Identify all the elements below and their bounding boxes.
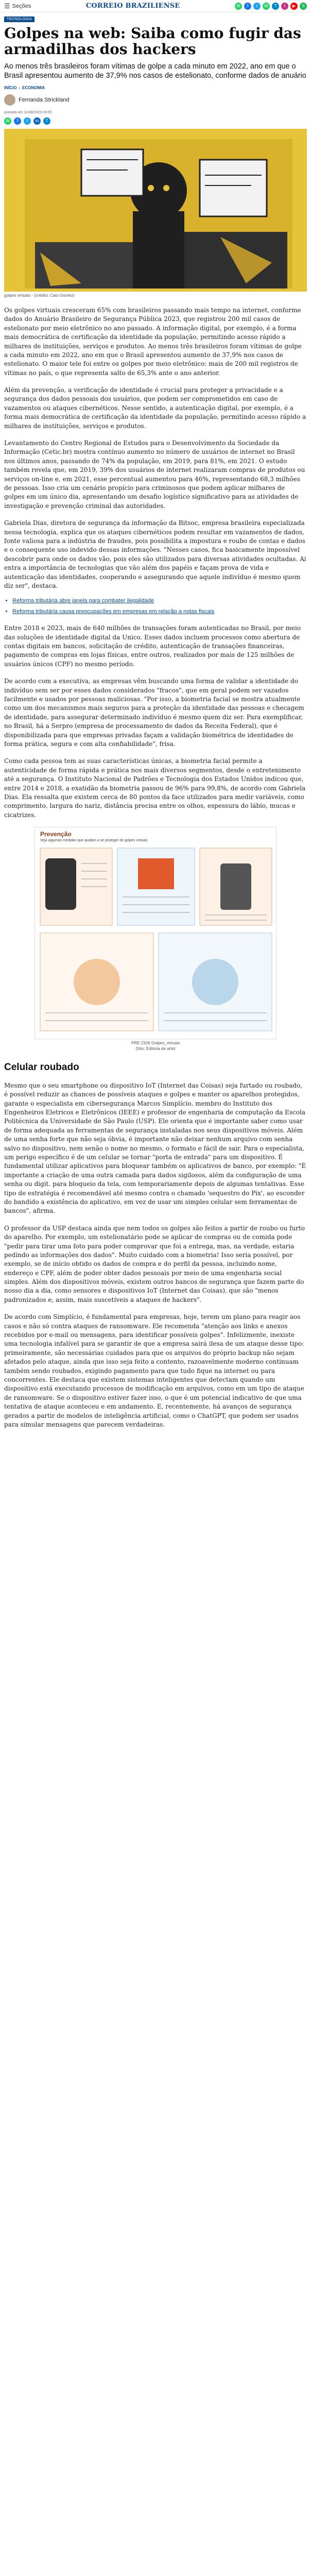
facebook-icon[interactable]: f xyxy=(14,117,21,125)
paragraph: De acordo com a executiva, as empresas vêm buscando uma forma de validar a identidade do indivíduo sem ser por esses dados considerados "fracos", que em geral podem ser vazados facilmente e usados por pessoas maliciosas. "Por isso, a biometria facial se mostra atualmente como um dos mecanismos mais seguros para a proteção da identidade das pessoas e checagem de identidade, para assegurar determinado indivíduo é mesmo quem diz ser. Para exemplificar, no Brasil, há a Serpro (empresa de processamento de dados da Receita Federal), que é disponibilizada para que empresas privadas façam a validação biométrica de identidades de forma prática, segura e com alta confiabilidade", frisa. xyxy=(4,677,304,748)
site-logo[interactable]: CORREIO BRAZILIENSE xyxy=(85,2,180,10)
hero-illustration xyxy=(4,129,307,292)
infographic-subtitle: Veja algumas medidas que ajudam a se proteger de golpes virtuais xyxy=(40,839,148,843)
body-part-3 xyxy=(4,1081,307,1429)
paragraph: Além da prevenção, a verificação de identidade é crucial para proteger a privacidade e a segurança dos dados pessoais dos usuários, que podem ser comprometidos em caso de vazamentos ou ataques cibernéticos. Nesse sentido, a autenticação digital, por exemplo, é a forma mais democrática de certificação da identidade da população, permitindo acesso rápido a milhares de instituições, serviços e produtos. xyxy=(4,386,306,430)
paragraph: Entre 2018 e 2023, mais de 640 milhões de transações foram autenticadas no Brasil, por meio das soluções de identidade digital da Unico. Esses dados incluem processos como abertura de contas digitais em bancos, solicitação de crédito, autenticação de transações financeiras, pagamento de compras em lojas físicas, entre outros, realizados por mais de 125 milhões de usuários únicos (CPF) no mesmo período. xyxy=(4,624,301,668)
top-bar xyxy=(0,0,311,12)
breadcrumb-section[interactable]: ECONOMIA xyxy=(22,85,45,90)
share-buttons xyxy=(4,117,307,125)
whatsapp-icon[interactable]: W xyxy=(235,3,242,10)
paragraph: Como cada pessoa tem as suas características únicas, a biometria facial permite a autenticidade de forma rápida e prática nos mais diversos segmentos, desde o entretenimento até a segurança. O Instituto Nacional de Padrões e Tecnologia dos Estados Unidos indicou que, entre 2014 e 2018, a exatidão da biometria passou de 96% para 99,8%, de acordo com Gabriela Dias. Ela ressalta que existem cerca de 80 pontos da face utilizados para medir variáveis, como comprimento, largura do nariz, distância precisa entre os olhos, espessura do lábio, mucas e cicatrizes. xyxy=(4,757,306,819)
category-tag[interactable]: TECNOLOGIA xyxy=(4,16,34,22)
infographic-graphic xyxy=(35,827,277,1039)
hero-caption: golpes virtuais - (crédito: Caio Gomez) xyxy=(4,293,75,298)
article-title: Golpes na web: Saiba como fugir das armadilhas dos hackers xyxy=(4,25,301,58)
spotify-icon[interactable]: S xyxy=(300,3,307,10)
publish-date: postado em 11/08/2023 03:55 xyxy=(4,110,52,114)
breadcrumb xyxy=(4,86,307,90)
breadcrumb-separator: › xyxy=(19,85,21,90)
infographic-caption-title: PRE-2106 Golpes_virtuais xyxy=(131,1041,180,1046)
related-links xyxy=(4,597,307,616)
twitter-icon[interactable]: t xyxy=(253,3,261,10)
youtube-icon[interactable]: ▶ xyxy=(290,3,298,10)
linkedin-icon[interactable]: in xyxy=(33,117,41,125)
author-avatar[interactable] xyxy=(4,94,15,106)
related-link-anchor[interactable]: Reforma tributária causa preocupações em empresas em relação a notas fiscais xyxy=(12,608,215,615)
related-link[interactable] xyxy=(12,607,307,616)
infographic-caption xyxy=(4,1041,307,1052)
paragraph: Os golpes virtuais cresceram 65% com brasileiros passando mais tempo na internet, conforme dados do Anuário Brasileiro de Segurança Pública 2023, que registrou 200 mil casos de estelionato por meio eletrônico no ano passado. A informação digital, por exemplo, é a forma mais democrática de certificação da identidade da população, permitindo acesso rápido a milhares de instituições, serviços e produtos. Ao menos três brasileiros foram vítimas de golpe a cada minuto em 2022, ano em que o Brasil apresentou aumento de 37,9% nos casos de estelionato. O maior tele foi entre os golpes por meio eletrônico: mais de 200 mil registros de vítimas no país, o que representa salto de 65,3% ante o ano anterior. xyxy=(4,306,302,377)
body-part-2 xyxy=(4,624,307,820)
menu-label[interactable]: Seções xyxy=(12,3,31,9)
paragraph: Levantamento do Centro Regional de Estudos para o Desenvolvimento da Sociedade da Informação (Cetic.br) mostra contínuo aumento no número de usuários de internet no Brasil nos últimos anos, passando de 74% da população, em 2019, para 81%, em 2021. O estudo também revela que, em 2019, 39% dos usuários de internet realizaram compras de produtos ou serviços on-line e, em 2021, esse percentual aumentou para 46%, representando 68,3 milhões de pessoas. Isso cria um cenário propício para criminosos que podem aplicar milhares de golpes em um único dia, apresentando um desafio logístico significativo para as atividades de investigação e prevenção criminal das autoridades. xyxy=(4,439,305,510)
social-links xyxy=(235,3,307,10)
hacker-illustration xyxy=(4,129,307,292)
twitter-icon[interactable]: t xyxy=(24,117,31,125)
telegram-icon[interactable]: T xyxy=(43,117,50,125)
prevention-infographic xyxy=(34,827,277,1039)
paragraph: O professor da USP destaca ainda que nem todos os golpes são feitos a partir de roubo ou furto do aparelho. Por exemplo, um estelionatário pode se aplicar de compras ou de comida pode "pedir para tirar uma foto para poder comprovar que foi a entrega, mas, na verdade, estaria pedindo as informações dos dados". Muito cuidado com a biometria! Isso seria possível, por exemplo, se de início obtido os dados de compra e do perfil da pessoa, incluindo nome, endereço e CPF, além de poder obter dados pessoais por meio de uma engenharia social simples. Além dos dispositivos móveis, existem outros bancos de segurança que fazem parte do nosso dia a dia, como sensores e dispositivos IoT (Internet das Coisas), que são "menos padronizados e, assim, mais suscetíveis a ataques de hackers". xyxy=(4,1224,305,1303)
article xyxy=(0,12,311,1429)
infographic-title: Prevenção xyxy=(40,831,72,838)
breadcrumb-home[interactable]: INÍCIO xyxy=(4,85,17,90)
telegram-icon[interactable]: T xyxy=(272,3,279,10)
instagram-icon[interactable]: I xyxy=(281,3,288,10)
paragraph: De acordo com Simplício, é fundamental para empresas, hoje, terem um plano para reagir aos casos e não só contra ataques de ransomware. Ele recomenda "atenção aos links e anexos recebidos por e-mail ou mensagens, para identificar possíveis golpes". Infelizmente, inexiste uma tecnologia infalível para se garantir de que a empresa sairá ilesa de um ataque desse tipo: primeiramente, são necessárias cuidados para que os arquivos do próprio backup não sejam afetados pelo ataque, ainda que isso seja feito a contento, razoavelmente moderno continuam também sendo roubados, exigindo pagamento para que tudo fique na internet ou para concorrentes. Ele destaca que existem sistemas inteligentes que detectam quando um dispositivo está executando processos de modificação em arquivos, como em um tipo de ataque de ransomware. Se o dispositivo estiver fazer isso, o que é um potencial indicativo de que uma tentativa de ataque aconteceu e em andamento. E, recentemente, há avanços de segurança gerados a partir de modelos de inteligência artificial, como o ChatGPT, que podem ser usados para simular mensagens que parecem verdadeiras. xyxy=(4,1313,304,1428)
paragraph: Mesmo que o seu smartphone ou dispositivo IoT (Internet das Coisas) seja furtado ou roubado, é possível reduzir as chances de possíveis ataques e golpes e manter os aparelhos protegidos, garante o especialista em cibersegurança Marcos Simplício, membro do Instituto dos Engenheiros Eletricos e Eletrônicos (IEEE) e professor de engenharia de computação da Escola Politécnica da Universidade de São Paulo (USP). Ele orienta que é importante saber como usar de forma adequada as ferramentas de segurança instaladas nos seus dispositivos móveis. Além de uma senha forte que não seja óbvia, é importante não deixar nenhum arquivo com senha salvo no dispositivo, nem senão o nome no mesmo, o formato e fácil de sair. Para o especialista, um perigo específico é de um celular se tornar "porta de entrada" para um dispositivo. É fundamental utilizar aplicativos para bloquear também os aplicativos de banco, por exemplo: "É importante a criação de uma outra camada para dados sigilosos, além da configuração de uma senha ou digit. para bloqueio da tela, com temporariamente depois de algumas tentativas. Esse tipo de estratégia é recomendável até mesmo contra o chamado 'sequestro do Pix', ao esconder do bandido a existência do aplicativo, em vez de usar um simples celular sem ferramentas de bancos", afirma. xyxy=(4,1081,306,1215)
paragraph: Gabriela Dias, diretora de segurança da informação da Bitsoc, empresa brasileira especializada nessa tecnologia, explica que os ataques cibernéticos podem resultar em vazamentos de dados, fonte valiosa para a indústria de fraudes, pois possibilita a impostura e roubo de contas e dados e o consequente uso indevido dessas informações. "Nesses casos, fica basicamente impossível descobrir para onde os dados vão, pois eles são utilizados para diversas atividades ocultadas. Ai entra a importância de tecnologias que vão além dos papéis e façam prova de vida e autenticação das identidades, cooperando e assegurando que aquele indivíduo é mesmo quem diz ser", destaca. xyxy=(4,519,306,589)
infographic-caption-credit: (foto: Editoria de arte) xyxy=(135,1046,176,1051)
related-link[interactable] xyxy=(12,597,307,605)
author-block xyxy=(4,94,307,106)
section-heading: Celular roubado xyxy=(4,1061,79,1073)
body-part-1 xyxy=(4,306,307,590)
facebook-icon[interactable]: f xyxy=(244,3,251,10)
article-lead: Ao menos três brasileiros foram vítimas de golpe a cada minuto em 2022, ano em que o Brasil apresentou aumento de 37,9% nos casos de estelionato, conforme dados de anuário xyxy=(4,62,306,80)
author-name[interactable]: Fernanda Strickland xyxy=(19,96,70,103)
menu-icon[interactable]: ☰ xyxy=(4,2,10,10)
whatsapp-icon[interactable]: W xyxy=(263,3,270,10)
whatsapp-icon[interactable]: W xyxy=(4,117,11,125)
related-link-anchor[interactable]: Reforma tributária abre janela para combater ilegalidade xyxy=(12,598,154,604)
